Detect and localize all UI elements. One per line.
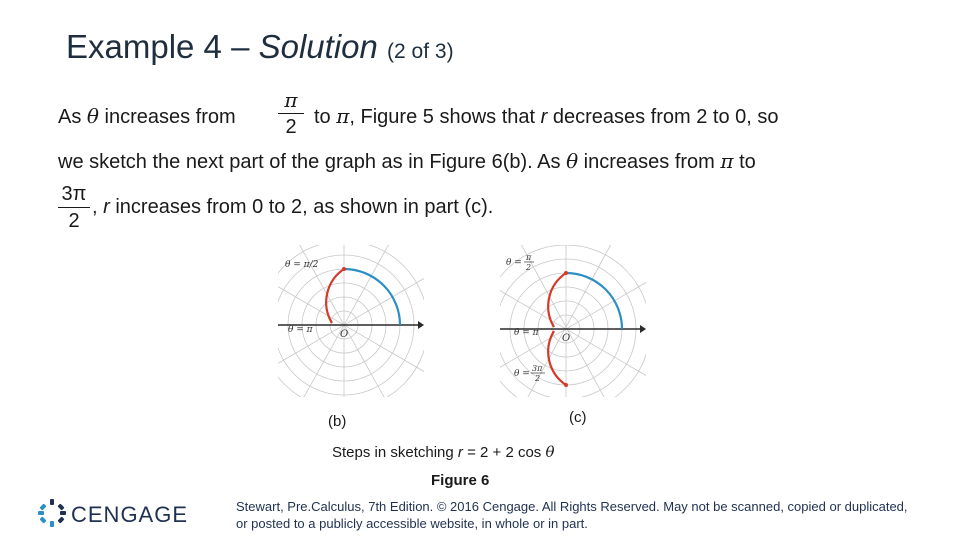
axis-arrow-icon [418, 321, 424, 329]
theta-symbol: θ [86, 104, 99, 128]
cengage-wordmark: CENGAGE [71, 502, 189, 527]
svg-text:π: π [526, 253, 532, 262]
body-line-2: we sketch the next part of the graph as in Figure 6(b). As θ increases from π to [58, 149, 756, 173]
title-main: Example 4 – [66, 28, 259, 65]
curve-segment-a [566, 273, 622, 329]
svg-text:2: 2 [526, 263, 532, 272]
figure-caption: Steps in sketching r = 2 + 2 cos θ [332, 443, 555, 461]
axis-arrow-icon [640, 325, 646, 333]
body-line-3: , r increases from 0 to 2, as shown in part (c). [92, 196, 494, 218]
figure-b-label: (b) [328, 413, 347, 430]
label-theta-pi-over-2: θ = π/2 [285, 260, 319, 270]
svg-text:3π: 3π [532, 364, 543, 373]
body-line-1b: to π, Figure 5 shows that r decreases from 2 to 0, so [314, 104, 779, 128]
fraction-pi-over-2: π 2 [276, 88, 306, 139]
title-part: (2 of 3) [387, 40, 454, 63]
slide-title [66, 28, 454, 66]
origin-label: O [340, 329, 349, 340]
svg-text:2: 2 [535, 374, 541, 383]
polar-graph-b [278, 245, 424, 397]
origin-label: O [562, 333, 571, 344]
polar-graph-c [500, 245, 646, 397]
label-theta-3pi-over-2: θ = [514, 369, 530, 379]
copyright-notice: Stewart, Pre.Calculus, 7th Edition. © 2016 Cengage. All Rights Reserved. May not be scanned, copied or duplicated, or posted to a publicly accessible website, in whole or in part. [236, 499, 908, 531]
figure-c-label: (c) [569, 409, 587, 426]
title-solution: Solution [258, 28, 378, 65]
curve-segment-b [326, 269, 344, 323]
figure-label: Figure 6 [431, 472, 490, 489]
curve-segment-a [344, 269, 400, 325]
label-theta-pi: θ = π [288, 325, 313, 335]
fraction-3pi-over-2: 3π 2 [56, 182, 92, 233]
body-line-1: As θ increases from [58, 104, 236, 128]
cengage-logo-icon [36, 497, 68, 529]
label-theta-pi-over-2: θ = [506, 258, 522, 268]
label-theta-pi: θ = π [514, 328, 539, 338]
